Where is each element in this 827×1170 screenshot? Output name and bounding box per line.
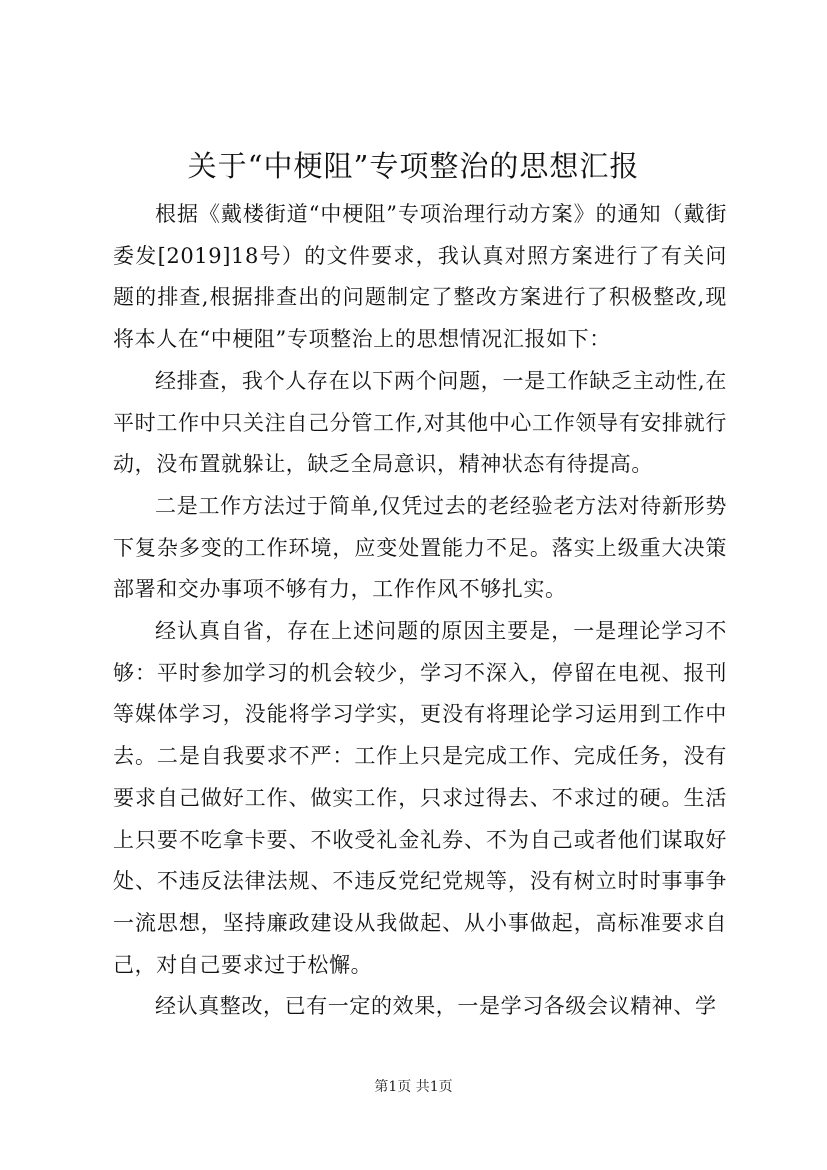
paragraph-5: 经认真整改，已有一定的效果，一是学习各级会议精神、学	[155, 994, 717, 1019]
paragraph-4: 经认真自省，存在上述问题的原因主要是，一是理论学习不够：平时参加学习的机会较少，学习不深入，停留在电视、报刊等媒体学习，没能将学习学实，更没有将理论学习运用到工作中去。二是自我要求不严：工作上只是完成工作、完成任务，没有要求自己做好工作、做实工作，只求过得去、不求过的硬。生活上只要不吃拿卡要、不收受礼金礼券、不为自己或者他们谋取好处、不违反法律法规、不违反党纪党规等，没有树立时时事事争一流思想，坚持廉政建设从我做起、从小事做起，高标准要求自己，对自己要求过于松懈。	[113, 619, 727, 977]
document-body	[113, 194, 727, 1028]
paragraph-1: 根据《戴楼街道“中梗阻”专项治理行动方案》的通知（戴街委发[2019]18号）的文件要求，我认真对照方案进行了有关问题的排查,根据排查出的问题制定了整改方案进行了积极整改,现将本人在“中梗阻”专项整治上的思想情况汇报如下：	[113, 202, 727, 352]
paragraph-3: 二是工作方法过于简单,仅凭过去的老经验老方法对待新形势下复杂多变的工作环境，应变处置能力不足。落实上级重大决策部署和交办事项不够有力，工作作风不够扎实。	[113, 493, 727, 602]
document-title: 关于“中梗阻”专项整治的思想汇报	[187, 149, 640, 183]
paragraph-2: 经排查，我个人存在以下两个问题，一是工作缺乏主动性,在平时工作中只关注自己分管工作,对其他中心工作领导有安排就行动，没布置就躲让，缺乏全局意识，精神状态有待提高。	[113, 368, 727, 477]
page-footer: 第1页 共1页	[374, 1079, 453, 1095]
